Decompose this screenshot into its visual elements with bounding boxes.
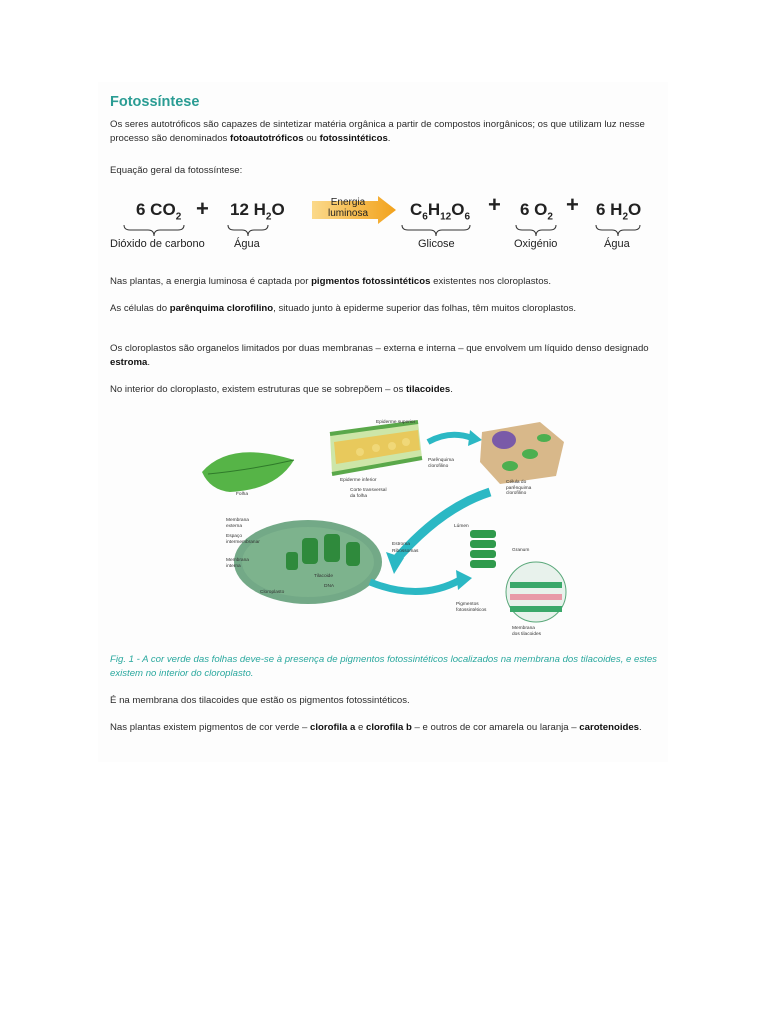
label-corte-1: Corte transversal xyxy=(350,488,387,493)
p5-text: No interior do cloroplasto, existem estruturas que se sobrepõem – os xyxy=(110,384,406,395)
paragraph-thylakoids xyxy=(110,383,650,397)
granum-icon xyxy=(470,530,496,568)
label-pigmentos xyxy=(456,602,486,613)
energy-label-2: luminosa xyxy=(327,208,369,219)
equation-braces xyxy=(112,224,672,238)
o2-sub: 2 xyxy=(547,211,553,223)
label-espaco-2: intermembranar xyxy=(226,539,260,545)
label-membrana-externa xyxy=(226,518,249,529)
label-tilacoide: Tilacoide xyxy=(314,574,334,579)
p1-mid: ou xyxy=(303,133,320,144)
label-parenquima-2: clorofilino xyxy=(428,463,449,469)
paragraph-membrane: É na membrana dos tilacoides que estão os pigmentos fotossintéticos. xyxy=(110,695,410,706)
chloroplast-icon xyxy=(234,520,382,604)
h2o-sub: 2 xyxy=(265,211,272,223)
leaf-icon xyxy=(202,452,294,492)
chloroplast-figure xyxy=(190,412,576,644)
paragraph-parenchyma xyxy=(110,302,650,316)
p2-text: Nas plantas, a energia luminosa é captada por xyxy=(110,276,312,287)
equation-intro: Equação geral da fotossíntese: xyxy=(110,165,243,176)
p3-bold: parênquima clorofilino xyxy=(169,303,274,314)
leaf-cross-section-icon xyxy=(330,422,422,474)
h2o-coef: 12 H xyxy=(230,200,266,219)
energy-label xyxy=(316,197,380,219)
glucose-sub-o: 6 xyxy=(464,211,471,223)
h2o-term xyxy=(230,200,285,222)
co2-coef: 6 CO xyxy=(136,200,176,219)
co2-term xyxy=(136,200,181,222)
paragraph-pigments xyxy=(110,275,650,289)
glucose-term xyxy=(410,200,470,222)
energy-label-1: Energia xyxy=(330,197,366,208)
p1-text: Os seres autotróficos são capazes de sintetizar matéria orgânica a partir de compostos inorgânicos; os que utilizam luz nesse processo são denominados xyxy=(110,119,645,144)
paragraph-pigment-types xyxy=(110,721,650,735)
p7-mid2: – e outros de cor amarela ou laranja – xyxy=(411,722,580,733)
p2-end: existentes nos cloroplastos. xyxy=(430,276,551,287)
label-h2o: Água xyxy=(234,238,260,250)
label-membrana-interna xyxy=(226,558,249,569)
o2-coef: 6 O xyxy=(520,200,548,219)
water-out-term xyxy=(596,200,641,222)
p7-bold-carotenoides: carotenoides xyxy=(579,722,640,733)
label-celula-3: clorofilino xyxy=(506,491,527,496)
label-granum: Granum xyxy=(512,548,530,553)
p7-bold-clorofila-a: clorofila a xyxy=(309,722,356,733)
label-membrana-interna-1: Membrana xyxy=(226,558,249,563)
label-celula-1: Célula do xyxy=(506,480,527,485)
label-co2: Dióxido de carbono xyxy=(110,238,205,250)
glucose-o: O xyxy=(451,200,465,219)
p4-bold: estroma xyxy=(110,357,148,368)
p5-bold: tilacoides xyxy=(405,384,451,395)
label-membrana-tilacoides-2: dos tilacoides xyxy=(512,631,542,637)
parenchyma-cell-icon xyxy=(480,422,564,484)
label-membrana-tilacoides-1: Membrana xyxy=(512,626,535,631)
o2-term xyxy=(520,200,553,222)
label-membrana-interna-2: interna xyxy=(226,563,241,569)
p7-end: . xyxy=(639,722,642,733)
label-glucose: Glicose xyxy=(418,238,455,250)
water-out-tail: O xyxy=(628,200,642,219)
label-cloroplasto: Cloroplasto xyxy=(260,590,285,595)
label-espaco-1: Espaço xyxy=(226,534,242,539)
label-lumen: Lúmen xyxy=(454,524,469,529)
thylakoid-membrane-icon xyxy=(506,562,566,622)
label-parenquima-1: Parênquima xyxy=(428,458,454,463)
figure-caption: Fig. 1 - A cor verde das folhas deve-se à presença de pigmentos fotossintéticos localizados na membrana dos tilacoides, e estes existem no interior do cloroplasto. xyxy=(110,654,657,679)
p2-bold: pigmentos fotossintéticos xyxy=(311,276,431,287)
h2o-tail: O xyxy=(271,200,285,219)
photosynthesis-equation xyxy=(110,192,670,262)
label-h2o-out: Água xyxy=(604,238,630,250)
label-espaco xyxy=(226,534,260,545)
label-ribossomas: Ribossomas xyxy=(392,549,419,554)
p7-bold-clorofila-b: clorofila b xyxy=(365,722,412,733)
label-celula-2: parênquima xyxy=(506,485,532,491)
water-out-coef: 6 H xyxy=(596,200,623,219)
label-epiderme-superior: Epiderme superior xyxy=(376,420,416,425)
label-corte-2: da folha xyxy=(350,493,368,499)
co2-sub: 2 xyxy=(175,211,182,223)
plus-sign-2: + xyxy=(488,192,501,217)
p4-text: Os cloroplastos são organelos limitados por duas membranas – externa e interna – que envolvem um líquido denso designado xyxy=(110,343,649,354)
paragraph-autotrophs xyxy=(110,118,650,146)
glucose-sub-h: 12 xyxy=(440,211,452,223)
label-membrana-tilacoides xyxy=(512,626,541,637)
label-celula xyxy=(506,480,531,497)
paragraph-chloroplasts xyxy=(110,342,650,370)
glucose-sub-c: 6 xyxy=(422,211,428,223)
p4-end: . xyxy=(147,357,150,368)
plus-sign-3: + xyxy=(566,192,579,217)
glucose-h: H xyxy=(427,200,441,219)
p1-bold-fotoautotroficos: fotoautotróficos xyxy=(230,133,304,144)
p3-text: As células do xyxy=(110,303,170,314)
label-pigmentos-2: fotossintéticos xyxy=(456,607,487,613)
label-membrana-externa-2: externa xyxy=(226,523,242,529)
water-out-sub: 2 xyxy=(622,211,629,223)
p3-end: , situado junto à epiderme superior das folhas, têm muitos cloroplastos. xyxy=(273,303,577,314)
page-title: Fotossíntese xyxy=(110,94,200,110)
arrow-1-icon xyxy=(428,435,472,442)
label-parenquima xyxy=(428,458,454,469)
arrow-3-icon xyxy=(370,580,460,592)
label-epiderme-inferior: Epiderme inferior xyxy=(340,478,377,483)
label-o2: Oxigénio xyxy=(514,238,558,250)
label-corte xyxy=(350,488,387,499)
p5-end: . xyxy=(450,384,453,395)
p1-bold-fotossinteticos: fotossintéticos xyxy=(319,133,388,144)
glucose-c: C xyxy=(410,200,423,219)
p1-end: . xyxy=(387,133,391,144)
p7-mid: e xyxy=(355,722,366,733)
p7-text: Nas plantas existem pigmentos de cor verde – xyxy=(110,722,310,733)
label-dna: DNA xyxy=(324,584,335,589)
label-pigmentos-1: Pigmentos xyxy=(456,602,479,607)
label-estroma: Estroma xyxy=(392,542,410,547)
label-folha: Folha xyxy=(236,492,248,497)
plus-sign-1: + xyxy=(196,196,209,221)
label-membrana-externa-1: Membrana xyxy=(226,518,249,523)
